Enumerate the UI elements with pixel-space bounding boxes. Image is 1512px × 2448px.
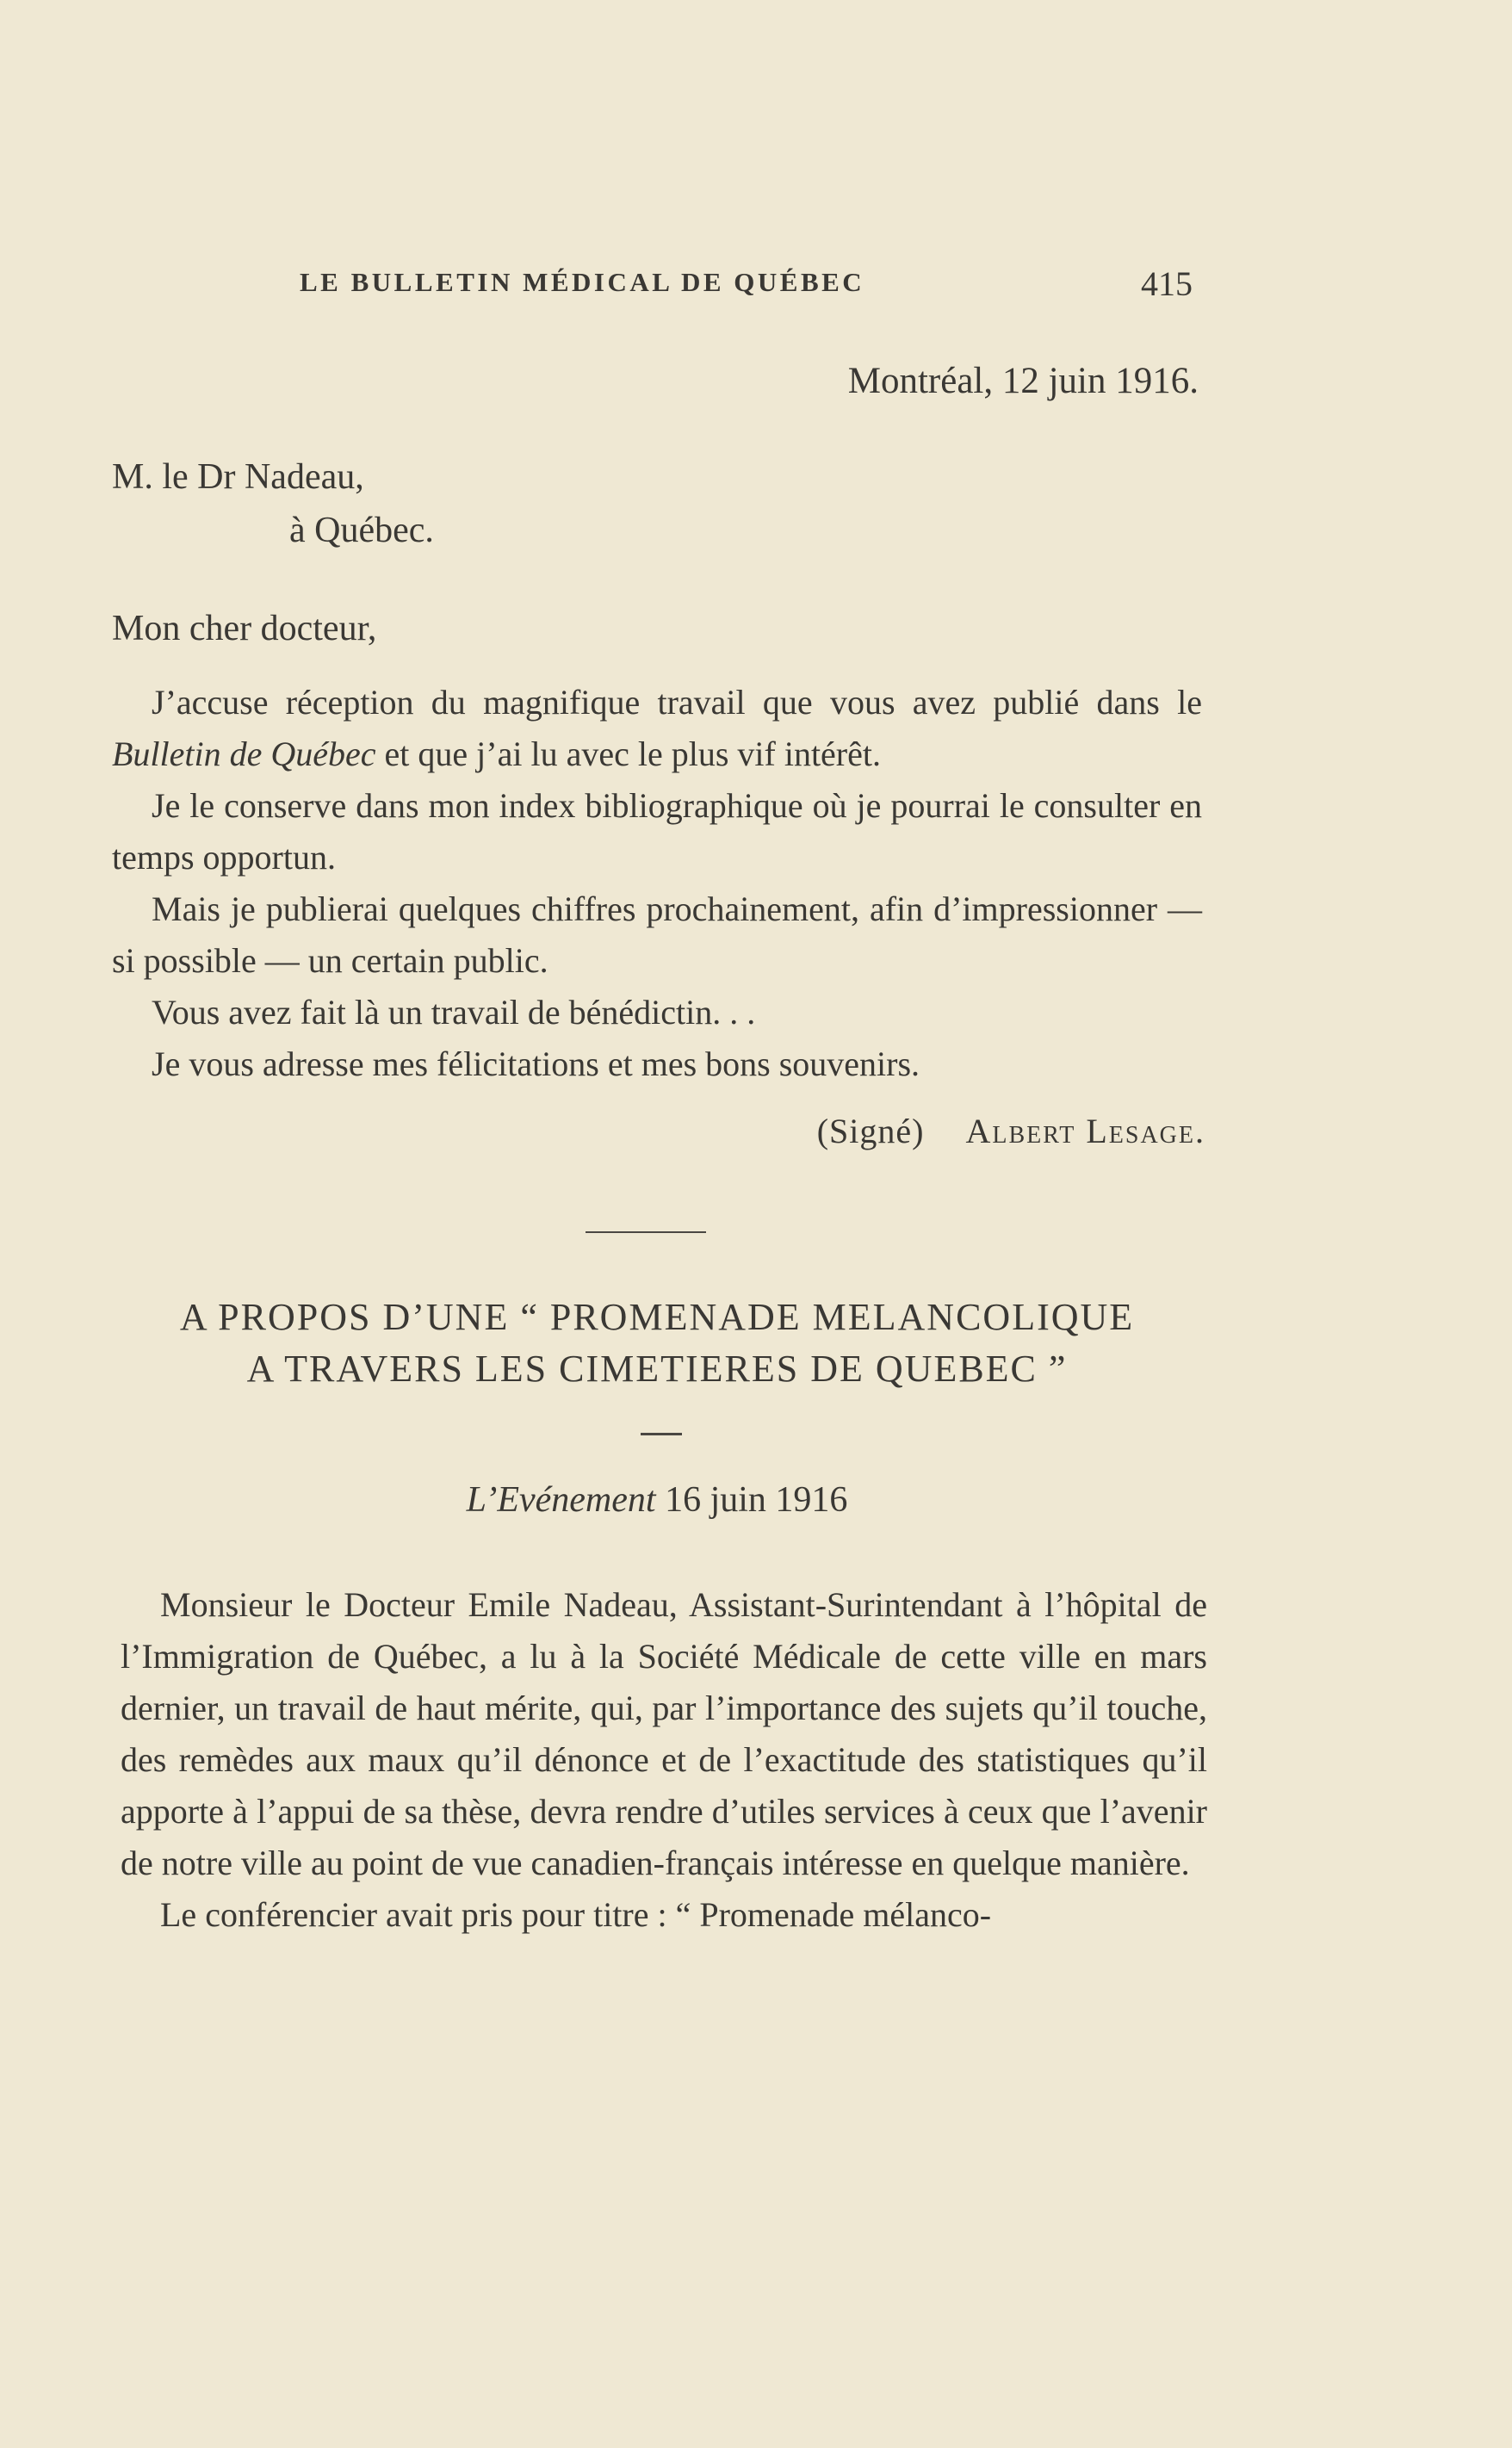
text-run: et que j’ai lu avec le plus vif intérêt.	[375, 734, 881, 773]
article-body	[121, 1579, 1207, 1941]
article-paragraph: Monsieur le Docteur Emile Nadeau, Assistant-Surintendant à l’hôpital de l’Immigration de Québec, a lu à la Société Médicale de cette ville en mars dernier, un travail de haut mérite, qui, par l’importance des sujets qu’il touche, des remèdes aux maux qu’il dénonce et de l’exactitude des statistiques qu’il apporte à l’appui de sa thèse, devra rendre d’utiles services à ceux que l’avenir de notre ville au point de vue canadien-français intéresse en quelque manière.	[121, 1585, 1207, 1882]
letter-body	[112, 677, 1202, 1090]
article-paragraph: Le conférencier avait pris pour titre : “ Promenade mélanco-	[160, 1895, 992, 1934]
page-number: 415	[1141, 264, 1193, 303]
letter-city: à Québec.	[289, 511, 434, 550]
title-line: A PROPOS D’UNE “ PROMENADE MELANCOLIQUE	[179, 1296, 1135, 1338]
running-header: LE BULLETIN MÉDICAL DE QUÉBEC	[300, 267, 865, 297]
letter-paragraph: Je vous adresse mes félicitations et mes bons souvenirs.	[152, 1044, 920, 1083]
letter-paragraph: Vous avez fait là un travail de bénédictin. . .	[152, 993, 756, 1032]
letter-addressee: M. le Dr Nadeau,	[112, 457, 364, 497]
section-divider	[586, 1231, 706, 1233]
text-run: J’accuse réception du magnifique travail que vous avez publié dans le	[152, 683, 1202, 722]
letter-paragraph	[112, 677, 1202, 780]
title-dash	[641, 1433, 682, 1435]
letter-paragraph: Je le conserve dans mon index bibliographique où je pourrai le consulter en temps opportun.	[112, 786, 1202, 877]
signed-label: (Signé)	[816, 1112, 925, 1150]
article-title	[112, 1292, 1202, 1395]
article-source	[112, 1479, 1202, 1521]
journal-title: Bulletin de Québec	[112, 734, 376, 773]
newspaper-name: L’Evénement	[466, 1480, 656, 1520]
source-date: 16 juin 1916	[655, 1480, 848, 1520]
letter-paragraph: Mais je publierai quelques chiffres prochainement, afin d’impressionner — si possible — un certain public.	[112, 889, 1202, 980]
letter-salutation: Mon cher docteur,	[112, 609, 377, 648]
signature-line	[817, 1111, 1205, 1151]
signature-name: Albert Lesage.	[965, 1112, 1205, 1150]
title-line: A TRAVERS LES CIMETIERES DE QUEBEC ”	[246, 1348, 1068, 1390]
letter-date: Montréal, 12 juin 1916.	[847, 361, 1199, 401]
